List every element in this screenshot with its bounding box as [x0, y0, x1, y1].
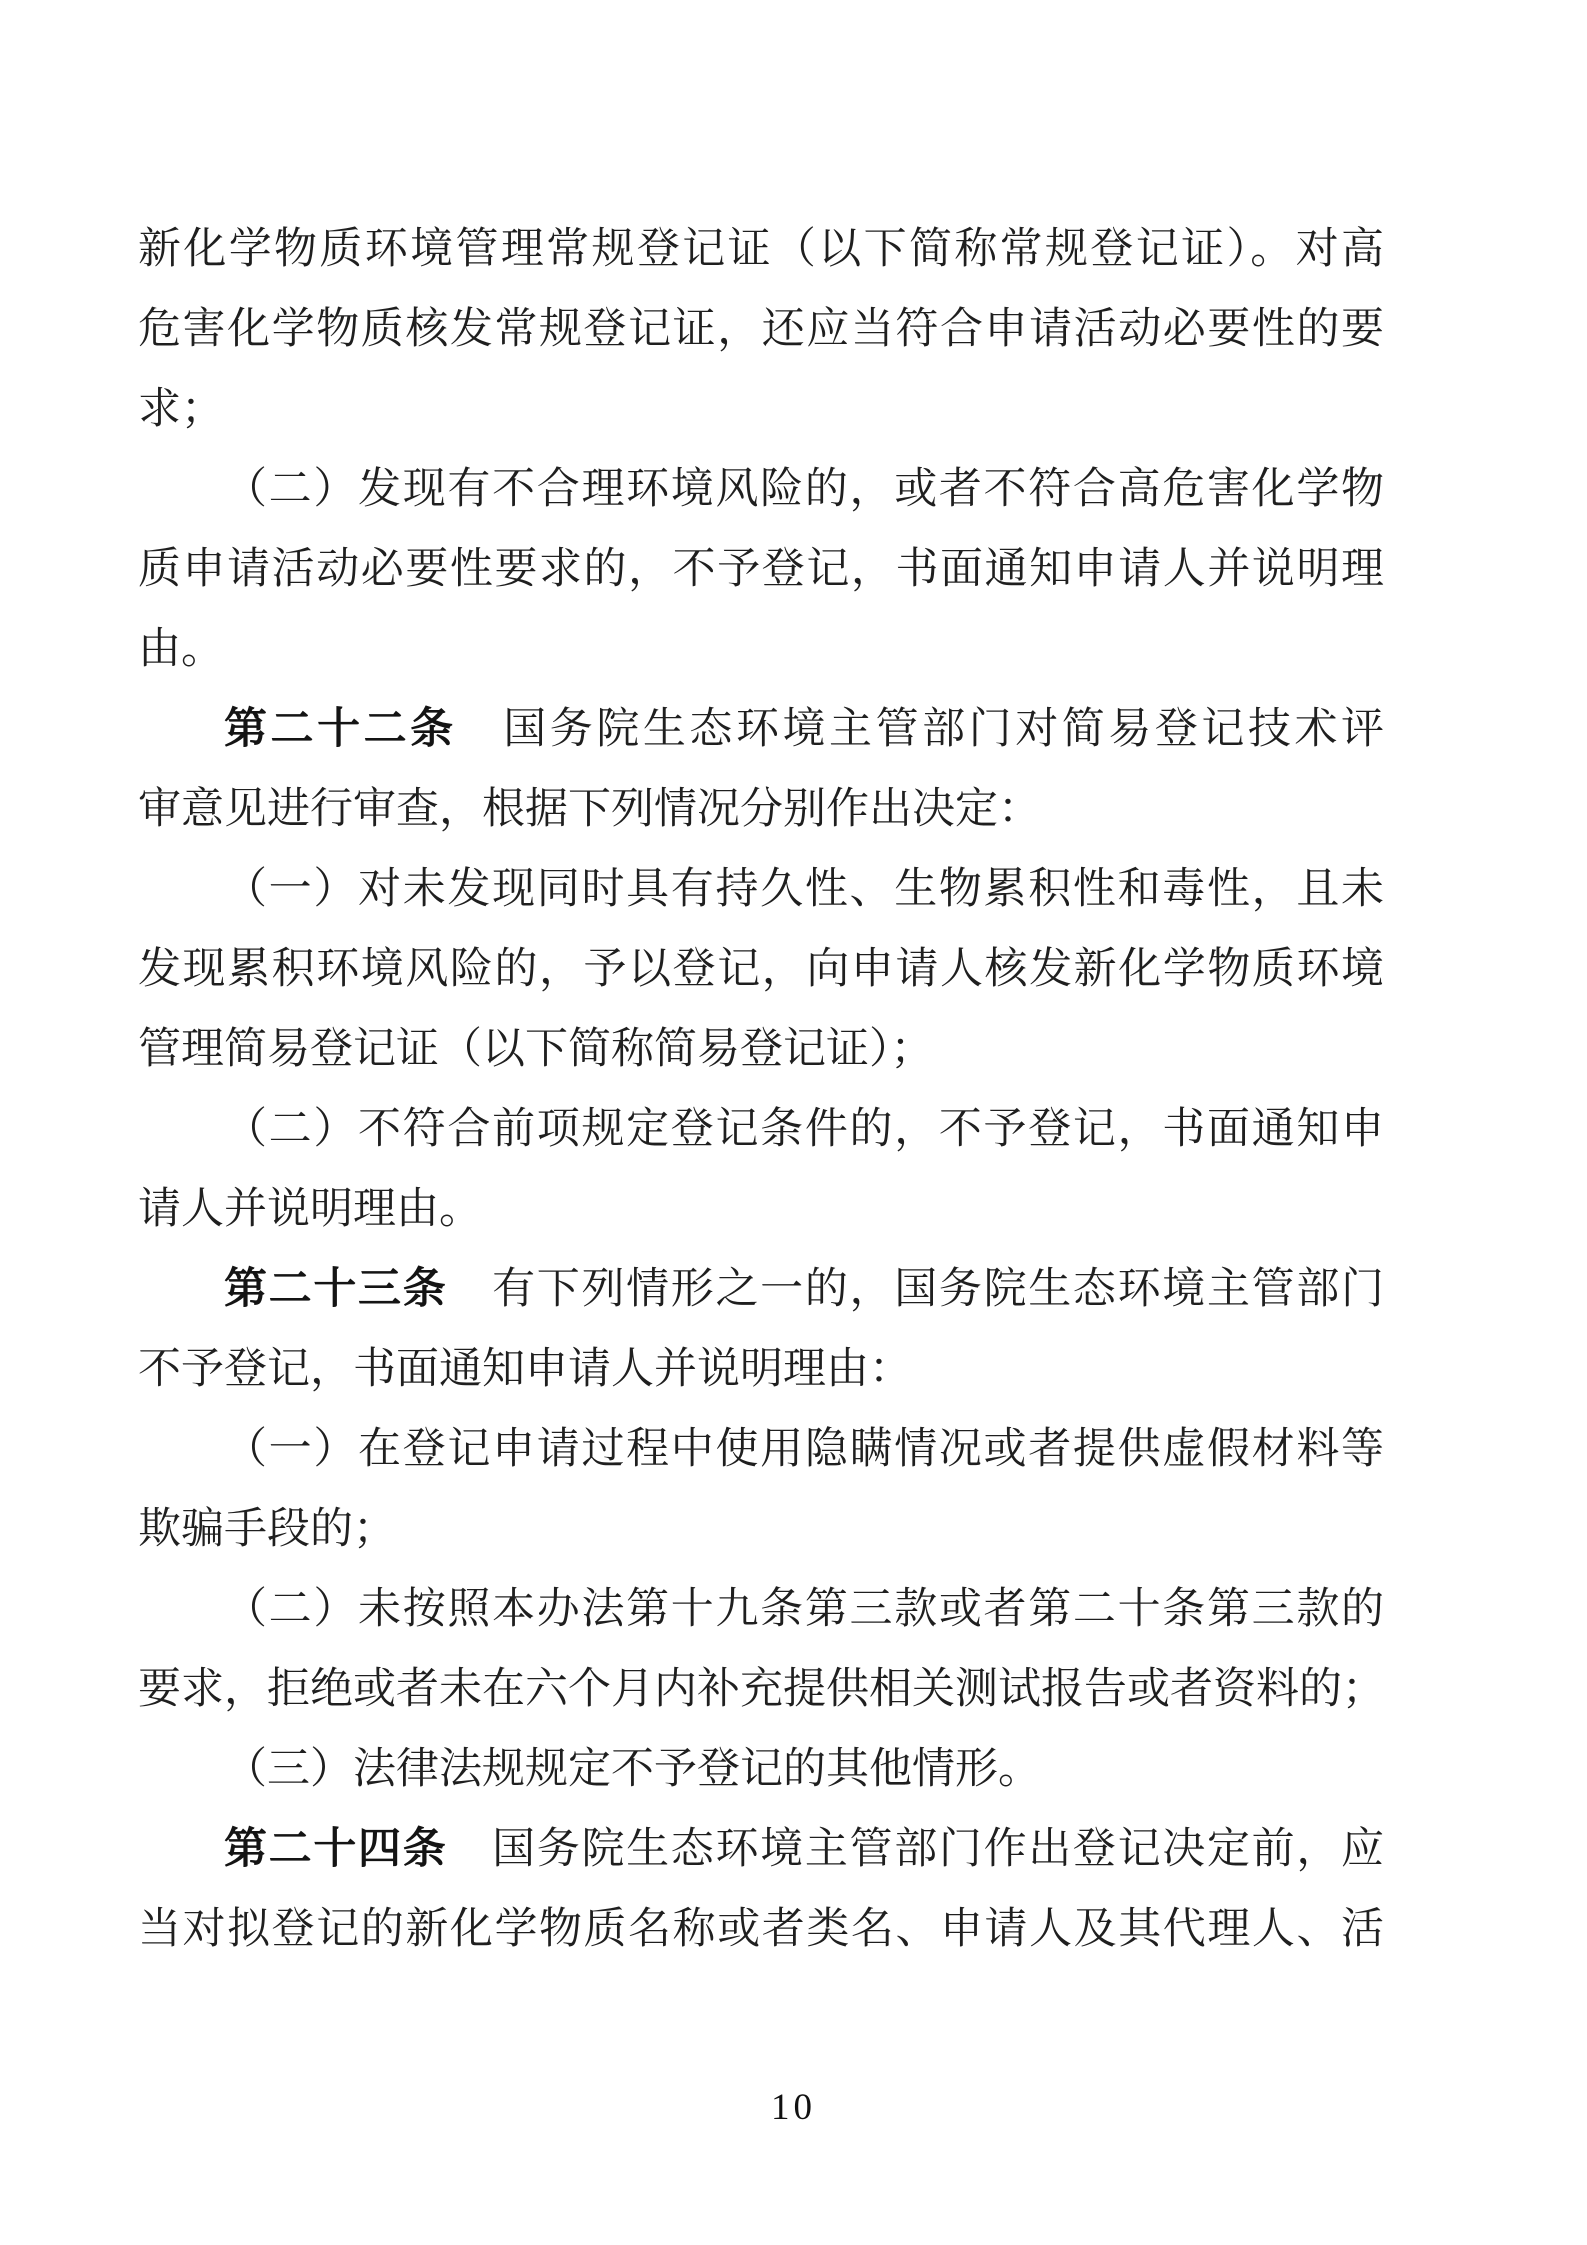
text-line-article-24	[138, 1810, 1384, 1890]
line-text: （一）在登记申请过程中使用隐瞒情况或者提供虚假材料等	[224, 1426, 1384, 1473]
text-line	[138, 370, 1384, 450]
line-text: （二）发现有不合理环境风险的，或者不符合高危害化学物	[224, 466, 1384, 513]
line-text: 审意见进行审查，根据下列情况分别作出决定：	[138, 786, 1041, 833]
text-line	[138, 930, 1384, 1010]
line-text: （三）法律法规规定不予登记的其他情形。	[224, 1746, 1041, 1793]
article-number: 第二十二条	[224, 706, 457, 753]
line-text: 求；	[138, 386, 224, 433]
text-line	[138, 1730, 1384, 1810]
text-line	[138, 1170, 1384, 1250]
text-line	[138, 770, 1384, 850]
text-line	[138, 210, 1384, 290]
line-text: （二）不符合前项规定登记条件的，不予登记，书面通知申	[224, 1106, 1384, 1153]
line-text: 由。	[138, 626, 224, 673]
line-text: 有下列情形之一的，国务院生态环境主管部门	[447, 1266, 1385, 1313]
text-line	[138, 850, 1384, 930]
text-line	[138, 1570, 1384, 1650]
text-line	[138, 1490, 1384, 1570]
text-line-article-23	[138, 1250, 1384, 1330]
line-text: 质申请活动必要性要求的，不予登记，书面通知申请人并说明理	[138, 546, 1384, 593]
line-text: 发现累积环境风险的，予以登记，向申请人核发新化学物质环境	[138, 946, 1384, 993]
line-text: 国务院生态环境主管部门对简易登记技术评	[456, 706, 1385, 753]
text-line	[138, 610, 1384, 690]
text-line-article-22	[138, 690, 1384, 770]
line-text: 要求，拒绝或者未在六个月内补充提供相关测试报告或者资料的；	[138, 1666, 1385, 1713]
line-text: 国务院生态环境主管部门作出登记决定前，应	[447, 1826, 1385, 1873]
text-line	[138, 290, 1384, 370]
article-number: 第二十四条	[224, 1826, 448, 1873]
article-number: 第二十三条	[224, 1266, 448, 1313]
text-line	[138, 530, 1384, 610]
page-number: 10	[771, 2087, 816, 2128]
text-line	[138, 1090, 1384, 1170]
line-text: 当对拟登记的新化学物质名称或者类名、申请人及其代理人、活	[138, 1906, 1384, 1953]
line-text: （二）未按照本办法第十九条第三款或者第二十条第三款的	[224, 1586, 1384, 1633]
text-line	[138, 1890, 1384, 1970]
line-text: 新化学物质环境管理常规登记证（以下简称常规登记证）。对高	[138, 226, 1384, 273]
line-text: 不予登记，书面通知申请人并说明理由：	[138, 1346, 912, 1393]
text-line	[138, 1010, 1384, 1090]
text-line	[138, 450, 1384, 530]
line-text: （一）对未发现同时具有持久性、生物累积性和毒性，且未	[224, 866, 1384, 913]
text-line	[138, 1650, 1384, 1730]
line-text: 欺骗手段的；	[138, 1506, 396, 1553]
text-line	[138, 1330, 1384, 1410]
line-text: 危害化学物质核发常规登记证，还应当符合申请活动必要性的要	[138, 306, 1384, 353]
body-text	[138, 210, 1384, 1970]
line-text: 管理简易登记证（以下简称简易登记证）；	[138, 1026, 934, 1073]
text-line	[138, 1410, 1384, 1490]
line-text: 请人并说明理由。	[138, 1186, 482, 1233]
